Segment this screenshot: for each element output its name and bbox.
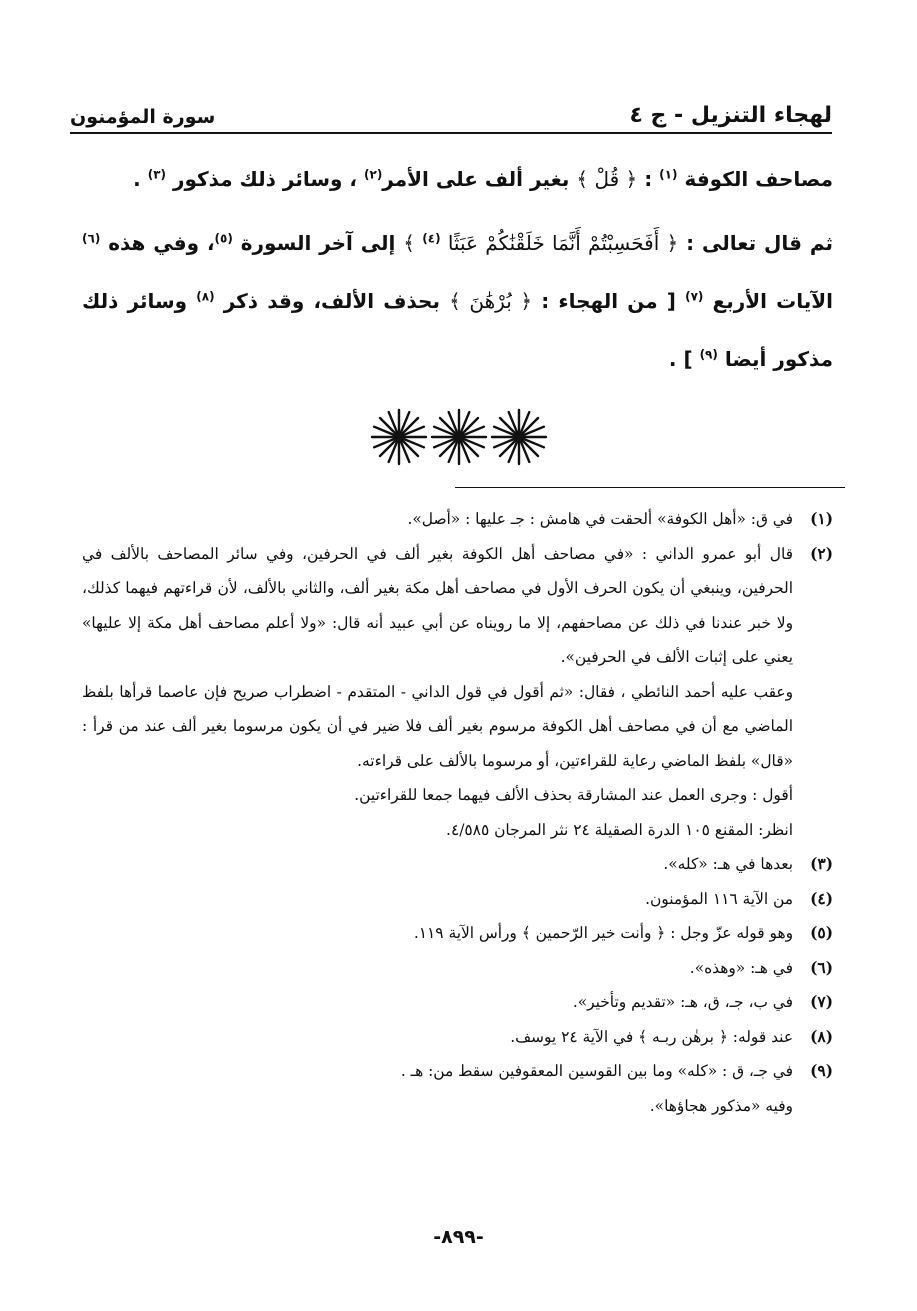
footnote-ref-3[interactable]: (٣) <box>147 167 166 182</box>
quran-bracket: ﴾ <box>403 231 423 255</box>
text-run: مصاحف الكوفة <box>684 167 833 191</box>
footnote-number: (٦) <box>810 958 833 977</box>
footnotes <box>82 502 833 1123</box>
section-ornament <box>0 402 917 472</box>
text-run: إلى آخر السورة <box>240 231 404 255</box>
footnote-6 <box>82 951 833 986</box>
footnote-text: في ب، جـ، ق، هـ: «تقديم وتأخير». <box>572 993 793 1011</box>
footnote-separator <box>455 487 845 488</box>
footnote-3 <box>82 847 833 882</box>
paragraph-2 <box>82 214 833 388</box>
footnote-text: في ق: «أهل الكوفة» ألحقت في هامش : جـ عليها : «أصل». <box>407 510 793 528</box>
starburst-icon <box>432 410 486 464</box>
footnote-2-continuation: أقول : وجرى العمل عند المشارقة بحذف الألف فيهما جمعا للقراءتين. <box>354 786 793 804</box>
running-head <box>70 84 832 134</box>
text-run: : <box>637 167 660 191</box>
footnote-ref-6[interactable]: (٦) <box>82 231 101 246</box>
footnote-5 <box>82 916 833 951</box>
main-text <box>82 150 833 388</box>
text-run: بحذف الألف، وقد ذكر <box>223 289 450 313</box>
star-ornament-icon <box>369 402 549 472</box>
footnote-text: من الآية ١١٦ المؤمنون. <box>645 889 793 908</box>
footnote-text: بعدها في هـ: «كله». <box>663 855 793 873</box>
text-run: الآيات الأربع <box>712 289 833 313</box>
text-run: ] . <box>668 347 700 371</box>
footnote-9-continuation: وفيه «مذكور هجاؤها». <box>649 1096 793 1115</box>
footnote-8 <box>82 1020 833 1055</box>
footnote-ref-7[interactable]: (٧) <box>685 289 704 304</box>
footnote-2-continuation: وعقب عليه أحمد النائطي ، فقال: «ثم أقول في قول الداني - المتقدم - اضطراب صريح فإن عاصما قرأها بلفظ الماضي مع أن في مصاحف أهل الكوفة مرسوم بغير ألف فلا ضير في أن يكون مرسوما بغير ألف عند من قرأ : «قال» بلفظ الماضي رعاية للقراءتين، أو مرسوما بالألف على قراءته. <box>82 682 793 770</box>
footnote-number: (٩) <box>810 1062 833 1080</box>
footnote-9 <box>82 1054 833 1089</box>
footnote-text: في جـ، ق : «كله» وما بين القوسين المعقوفين سقط من: هـ . <box>400 1062 793 1080</box>
text-run: وسائر ذلك مذكور أيضا <box>82 289 833 371</box>
footnote-ref-5[interactable]: (٥) <box>214 231 233 246</box>
footnote-2-reference: انظر: المقنع ١٠٥ الدرة الصقيلة ٢٤ نثر المرجان ٤/٥٨٥. <box>446 820 793 839</box>
quran-citation: ﴿ أَفَحَسِبْتُمْ أَنَّمَا خَلَقْنَٰكُمْ عَبَثًا <box>440 231 679 255</box>
footnote-ref-2[interactable]: (٢) <box>364 167 383 182</box>
footnote-number: (٨) <box>810 1027 833 1046</box>
text-run: بغير ألف على الأمر <box>382 167 577 191</box>
footnote-text: في هـ: «وهذه». <box>689 958 793 977</box>
text-run: ثم قال تعالى : <box>678 231 834 255</box>
footnote-ref-8[interactable]: (٨) <box>196 289 215 304</box>
footnote-ref-1[interactable]: (١) <box>659 167 678 182</box>
starburst-icon <box>372 410 426 464</box>
footnote-7 <box>82 985 833 1020</box>
footnote-2 <box>82 537 833 675</box>
footnote-number: (٤) <box>810 889 833 908</box>
footnote-number: (٧) <box>810 993 833 1011</box>
footnote-text: عند قوله: ﴿ برهٰن ربـه ﴾ في الآية ٢٤ يوسف. <box>510 1027 793 1046</box>
book-title: لهجاء التنزيل - ج ٤ <box>629 103 832 128</box>
footnote-ref-9[interactable]: (٩) <box>699 347 718 362</box>
footnote-number: (٥) <box>810 924 833 942</box>
quran-citation: ﴿ قُلْ ﴾ <box>576 167 638 191</box>
text-run: . <box>133 167 148 191</box>
footnote-number: (٢) <box>810 544 833 563</box>
paragraph-1 <box>82 150 833 208</box>
page-number: -٨٩٩- <box>433 1226 484 1248</box>
footnote-text: وهو قوله عزّ وجل : ﴿ وأنت خير الرّحمين ﴾ ورأس الآية ١١٩. <box>413 924 793 942</box>
surah-title: سورة المؤمنون <box>70 106 216 128</box>
starburst-icon <box>492 410 546 464</box>
footnote-number: (١) <box>810 510 833 528</box>
quran-citation: ﴿ بُرْهَٰنَ ﴾ <box>449 289 533 313</box>
footnote-number: (٣) <box>810 855 833 873</box>
text-run: [ من الهجاء : <box>532 289 686 313</box>
footnote-text: قال أبو عمرو الداني : «في مصاحف أهل الكوفة بغير ألف في الحرفين، وفي سائر المصاحف بالألف في الحرفين، وينبغي أن يكون الحرف الأول في مصاحف أهل مكة بغير ألف، والثاني بالألف، لأن قراءتهم فيهما كذلك، ولا خبر عندنا في ذلك عن مصاحفهم، إلا ما رويناه عن أبي عبيد أنه قال: «ولا أعلم مصاحف أهل مكة إلا عليها» يعني على إثبات الألف في الحرفين». <box>82 544 793 666</box>
footnote-1 <box>82 502 833 537</box>
text-run: ، وفي هذه <box>108 231 215 255</box>
footnote-ref-4[interactable]: (٤) <box>422 231 441 246</box>
footnote-4 <box>82 882 833 917</box>
text-run: ، وسائر ذلك مذكور <box>172 167 364 191</box>
